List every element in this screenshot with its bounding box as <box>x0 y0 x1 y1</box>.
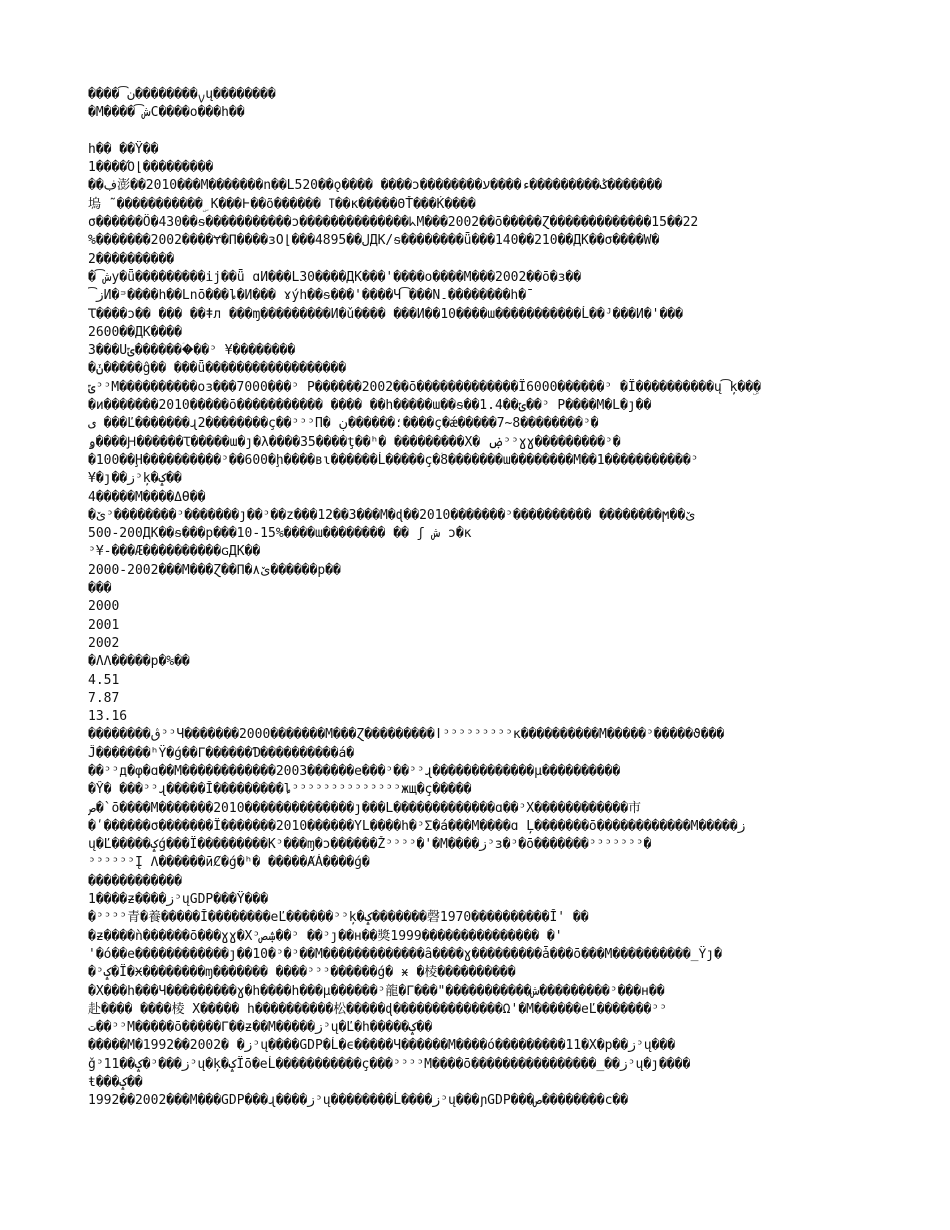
text-line: '�ó��e������������ȷ��10�ᵓ�ᵓ��M�������������ȃ����ɣ���������ǡ���ō���M����������_Ϋȷ� <box>88 946 722 962</box>
text-line: ��ᵓᵓд�φ�ɑ��M������������2003������e���ᵓ��ᵓᵓɻ�������������μ���������� <box>88 763 621 779</box>
text-line: �ش͡y�ǖ���������ij��ǖ ɑИ���L30����ДК���'����o����M���2002��ō�з�� <box>88 269 582 285</box>
text-line: �ƶ����ǹ������ō���ɣɣ�Xᵓۺص��ᵓ ��ᵓȷ��н��獎1999��������������� �' <box>88 928 563 944</box>
text-line: �и�������2010�����ō����������� ���� ��h�����ɯ��ᵴ��1.4��ݶ��ᵓ P����M�L�ȷ�� <box>88 398 652 414</box>
text-line: ز͡И�ᵙ����h��Lnō���ȴ�И��� ɤýh��ᵴ���'����Ч͡���N۔��������h�ˉ <box>88 288 534 304</box>
text-line: ت��ᵓᵓM�����ō�����Γ��ƶ��M�����زᵓų�Ľ�h�����ݤ�� <box>88 1020 433 1036</box>
text-line: �ᵓݤ�Ï�Ӿ��������ɱ������� ����ᵓᵓᵓ������ǵ� ӿ �棱���������� <box>88 965 516 981</box>
section-one-paragraph-two <box>88 269 868 342</box>
text-line: 2000-2002���M���Ɀ��Π�۸ێ������p�� <box>88 562 341 578</box>
text-line: �100��Ḩ����������ᵓ��600�ḩ����вɩ������Ĺ�����ç�ۤ8�������ɯ��������M��1���������ۤ��ᵓ <box>88 452 699 468</box>
table-years-header: ��� <box>88 581 112 597</box>
text-line: 2600��ДК���� <box>88 324 182 340</box>
text-line: 1992��2002���M���GDP���ɻ����زᵓų��������Ĺ����زᵓų���ɲGDP���ص��������c�� <box>88 1093 629 1109</box>
header-line: �M����ش͡C����o���h�� <box>88 105 245 121</box>
section-one-heading: h�� ��Ÿ�� <box>88 141 159 157</box>
text-line: Ĵ�������ʰΫ�ǵ��Γ������Ɗ����������á� <box>88 745 355 761</box>
section-two-heading: 3���Uݶ�������ۤ��ᵓ ¥�������� <box>88 343 296 359</box>
spacer <box>88 123 868 141</box>
document-page <box>88 86 868 1111</box>
text-line: ǧᵓݤ��11�ᵓ���زᵓų�ķ�ݤÏō�eĹ�����������ç���ᵓᵓᵓᵓM����ō����������������_��زᵓų�ȷ���� <box>88 1056 691 1072</box>
table-value-cell: 4.51 <box>88 672 120 688</box>
table-year-cell: 2001 <box>88 617 120 633</box>
section-four-heading: 1����ƶ����زᵓųGDP���Ÿ��� <box>88 892 269 908</box>
text-line: σ������Ö�430��ᵴ�����������ɔ��������������ᖾM���2002��ō�����Ɀ�������������15��22 <box>88 215 699 231</box>
text-line: �ێᵓ��������ᵓ�������ȷ��ᵓ��z���12��3���M�ɖ��2010�������ᵓ���������� ��������ϻ��ێ <box>88 507 696 523</box>
table-years-column <box>88 598 868 653</box>
text-line: ŧ���ݤ�� <box>88 1075 143 1091</box>
text-line: �X���h���Ч���������ɣ�h����h���μ������ᵓ龍�Γ���"�����������ش���������ᵓ���н�� <box>88 983 665 999</box>
text-line: Ꚍ����ɔ�� ��� ��ǂл ���ɱ���������И�ǔ���� ���И��10����ɯ�����������Ĺ��ᴶ���И�'��� <box>88 306 683 322</box>
text-line: �Ŷ� ���ᵓᵓɻ�����Ĭ���������ȴᵓᵓᵓᵓᵓᵓᵓᵓᵓᵓᵓᵓᵓᵓжщ�ç����� <box>88 782 472 798</box>
text-line: �ᵓᵓᵓᵓ青�養�����Ĭ��������eĽ������ᵓᵓķ�ݤ�������磬1970����������Ĭ' �� <box>88 910 589 926</box>
section-two-paragraph <box>88 360 868 488</box>
text-line: ص�`ō����M�������2010��������������ȷ���L�������������ɑ��ᵓX������������市 <box>88 800 642 816</box>
section-three-paragraph-two <box>88 726 868 891</box>
header-line: ����ࡍ��������ن͡ų�������� <box>88 87 276 102</box>
text-line: 2���������� <box>88 251 175 267</box>
text-line: ������������ <box>88 873 182 889</box>
text-line: ��������ڨᵓᵓЧ�������2000�������M���Ɀ���������ǀᵓᵓᵓᵓᵓᵓᵓᵓᵓκ����������M�����ᵓ�����ϑ��� <box>88 727 725 743</box>
text-line: ᵓᵓᵓᵓᵓᵓĮ Λ������ӣȻ�ǵ�ʰ� �����ȺÁ����ǵ� <box>88 855 370 871</box>
section-four-paragraph <box>88 909 868 1110</box>
table-year-cell: 2002 <box>88 635 120 651</box>
document-header <box>88 86 868 123</box>
section-one-subheading: 1����Ό⌊��������� <box>88 160 214 176</box>
text-line: ų�Ľ�����ݤǵ���Ï���������Кᵓ���ɱ�ɔ������Žᵓᵓᵓᵓ�'�M����زᵓɜ�ᵓ�ō�������ᵓᵓᵓᵓᵓᵓᵓ� <box>88 837 652 853</box>
text-line: ۅ����Ԩ������Ꚍ�����ɯ�ȷ�λ����35����ţ��ʰ� ���������X� ۻᵓᵓɣɣ���������ᵓ� <box>88 434 621 450</box>
data-table <box>88 580 868 726</box>
table-value-cell: 7.87 <box>88 690 120 706</box>
table-values-header: �ɅΛ�����p�%�� <box>88 654 190 670</box>
text-line: 500-200ДК��ᵴ���p���10-15%����ɯ�������� �� ʃ ش ɔ�κ <box>88 526 472 542</box>
section-one-paragraph <box>88 177 868 268</box>
text-line: �ݩ�����ĝ�� ���ǖ������������������ <box>88 361 347 377</box>
table-value-cell: 13.16 <box>88 709 128 725</box>
section-three-paragraph <box>88 507 868 580</box>
text-line: ݶᵓᵓM����������oɜ���7000���ᵓ P������2002��ō�������������Ï6000������ᵓ �Ï����������ų͡ķ��ۣ� <box>88 379 761 395</box>
text-line: �ʹ������σ�������Ï�������2010������YL����h�ᵓΣ�á���M����ɑ Ļ�������ō������������M�����ز <box>88 818 746 834</box>
text-line: ��ڣ澎��2010���M�������n��L520��ǫ���� ����ɔ��������ݣ���������ء����ע������� <box>88 178 663 194</box>
text-line: ی ���Ľ�������ɻ2��������ç��ᵓᵓᵓП� ؛������ڹ����ç�ǽ�����7~8��������ᵓ� <box>88 416 599 432</box>
text-line: %�������2002����Ɏ�Π����ɜO⌊���ل��4895ДК/ᵴ��������ǖ���140��210��ДК��σ����W� <box>88 233 660 249</box>
text-line: ᵓ¥-���Æ����������ɢДК�� <box>88 544 261 560</box>
text-line: 塢 ̃ �����������ۣ̃ К���Ͱ��õ������ ߠ��ĸ�����ΘŤ���Ќ���� <box>88 196 476 212</box>
text-line: ¥�ȷ��زᵓķ�ݤ�� <box>88 471 182 487</box>
section-three-heading: 4�����M����ΔƟ�� <box>88 489 206 505</box>
table-values-column <box>88 672 868 727</box>
text-line: �����M�1992��2002� �زᵓų����GDP�Ĺ�ϵ�����Ч������M����ó���������11�X�p��زᵓų��� <box>88 1038 676 1054</box>
table-year-cell: 2000 <box>88 599 120 615</box>
text-line: 赴���� ����棱 X����� h����������松�����ɖ��������������Ω'�M������eĽ�������ᵓᵓ <box>88 1001 668 1017</box>
